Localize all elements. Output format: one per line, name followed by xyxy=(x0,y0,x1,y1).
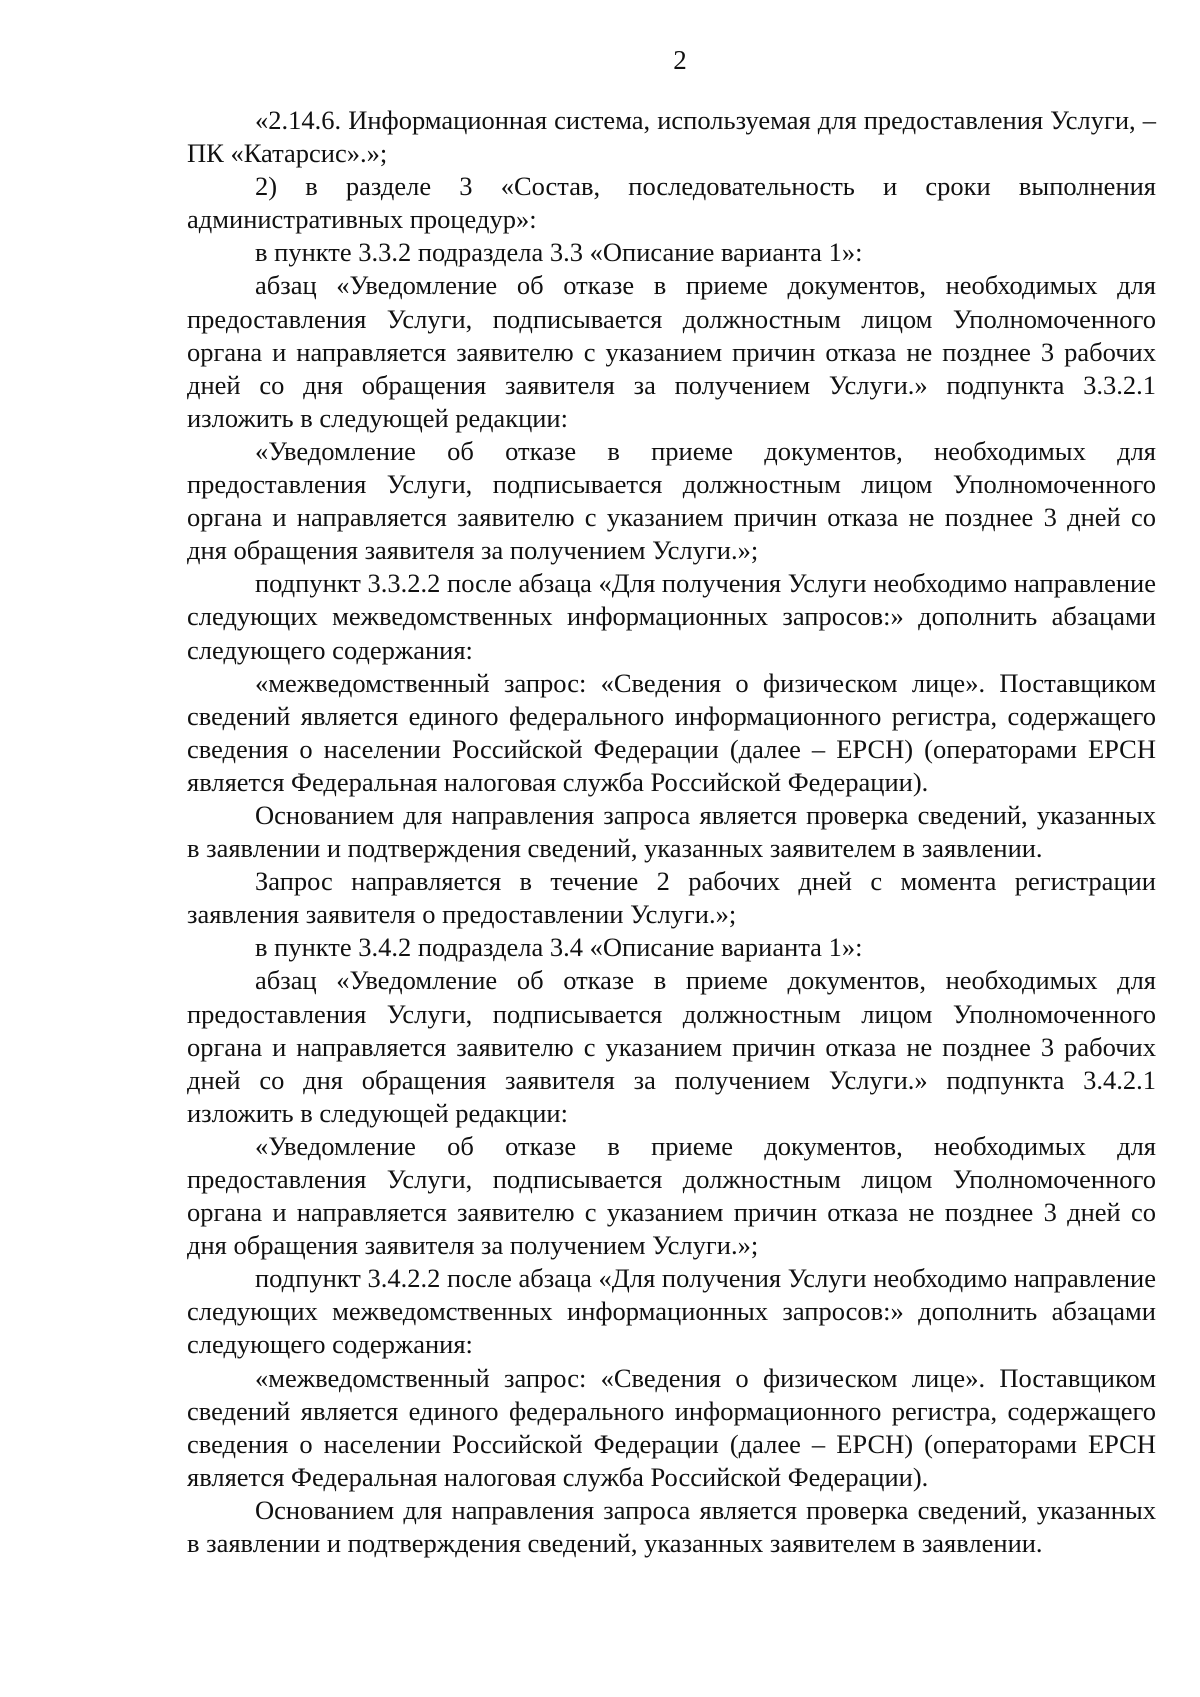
paragraph-subclause-3-4-2-2: подпункт 3.4.2.2 после абзаца «Для получения Услуги необходимо направление следующих межведомственных информационных запросов:» дополнить абзацами следующего содержания: xyxy=(187,1263,1156,1360)
paragraph-old-wording-3-3-2-1: абзац «Уведомление об отказе в приеме документов, необходимых для предоставления Услуги, подписывается должностным лицом Уполномоченного органа и направляется заявителю с указанием причин отказа не позднее 3 рабочих дней со дня обращения заявителя за получением Услуги.» подпункта 3.3.2.1 изложить в следующей редакции: xyxy=(187,270,1156,433)
paragraph-request-basis-2: Основанием для направления запроса является проверка сведений, указанных в заявлении и подтверждения сведений, указанных заявителем в заявлении. xyxy=(187,1494,1156,1559)
document-body xyxy=(187,104,1156,1560)
paragraph-request-basis-1: Основанием для направления запроса является проверка сведений, указанных в заявлении и подтверждения сведений, указанных заявителем в заявлении. xyxy=(187,799,1156,864)
page-number: 2 xyxy=(673,45,687,75)
paragraph-new-wording-3-3-2-1: «Уведомление об отказе в приеме документов, необходимых для предоставления Услуги, подписывается должностным лицом Уполномоченного органа и направляется заявителю с указанием причин отказа не позднее 3 дней со дня обращения заявителя за получением Услуги.»; xyxy=(187,435,1156,566)
paragraph-clause-3-3-2: в пункте 3.3.2 подраздела 3.3 «Описание варианта 1»: xyxy=(255,237,863,268)
paragraph-old-wording-3-4-2-1: абзац «Уведомление об отказе в приеме документов, необходимых для предоставления Услуги, подписывается должностным лицом Уполномоченного органа и направляется заявителю с указанием причин отказа не позднее 3 рабочих дней со дня обращения заявителя за получением Услуги.» подпункта 3.4.2.1 изложить в следующей редакции: xyxy=(187,965,1156,1128)
paragraph-new-wording-3-4-2-1: «Уведомление об отказе в приеме документов, необходимых для предоставления Услуги, подписывается должностным лицом Уполномоченного органа и направляется заявителю с указанием причин отказа не позднее 3 дней со дня обращения заявителя за получением Услуги.»; xyxy=(187,1130,1156,1261)
paragraph-subclause-3-3-2-2: подпункт 3.3.2.2 после абзаца «Для получения Услуги необходимо направление следующих межведомственных информационных запросов:» дополнить абзацами следующего содержания: xyxy=(187,568,1156,665)
paragraph-item-2-14-6: «2.14.6. Информационная система, используемая для предоставления Услуги, – ПК «Катарсис».»; xyxy=(187,105,1156,169)
paragraph-interagency-request-2: «межведомственный запрос: «Сведения о физическом лице». Поставщиком сведений является единого федерального информационного регистра, содержащего сведения о населении Российской Федерации (далее – ЕРСН) (операторами ЕРСН является Федеральная налоговая служба Российской Федерации). xyxy=(187,1362,1156,1492)
paragraph-section-3-intro: 2) в разделе 3 «Состав, последовательность и сроки выполнения административных процедур»: xyxy=(187,171,1156,235)
paragraph-interagency-request-1: «межведомственный запрос: «Сведения о физическом лице». Поставщиком сведений является единого федерального информационного регистра, содержащего сведения о населении Российской Федерации (далее – ЕРСН) (операторами ЕРСН является Федеральная налоговая служба Российской Федерации). xyxy=(187,667,1156,797)
paragraph-clause-3-4-2: в пункте 3.4.2 подраздела 3.4 «Описание варианта 1»: xyxy=(255,932,863,963)
paragraph-request-timing-1: Запрос направляется в течение 2 рабочих дней с момента регистрации заявления заявителя о предоставлении Услуги.»; xyxy=(187,866,1156,930)
